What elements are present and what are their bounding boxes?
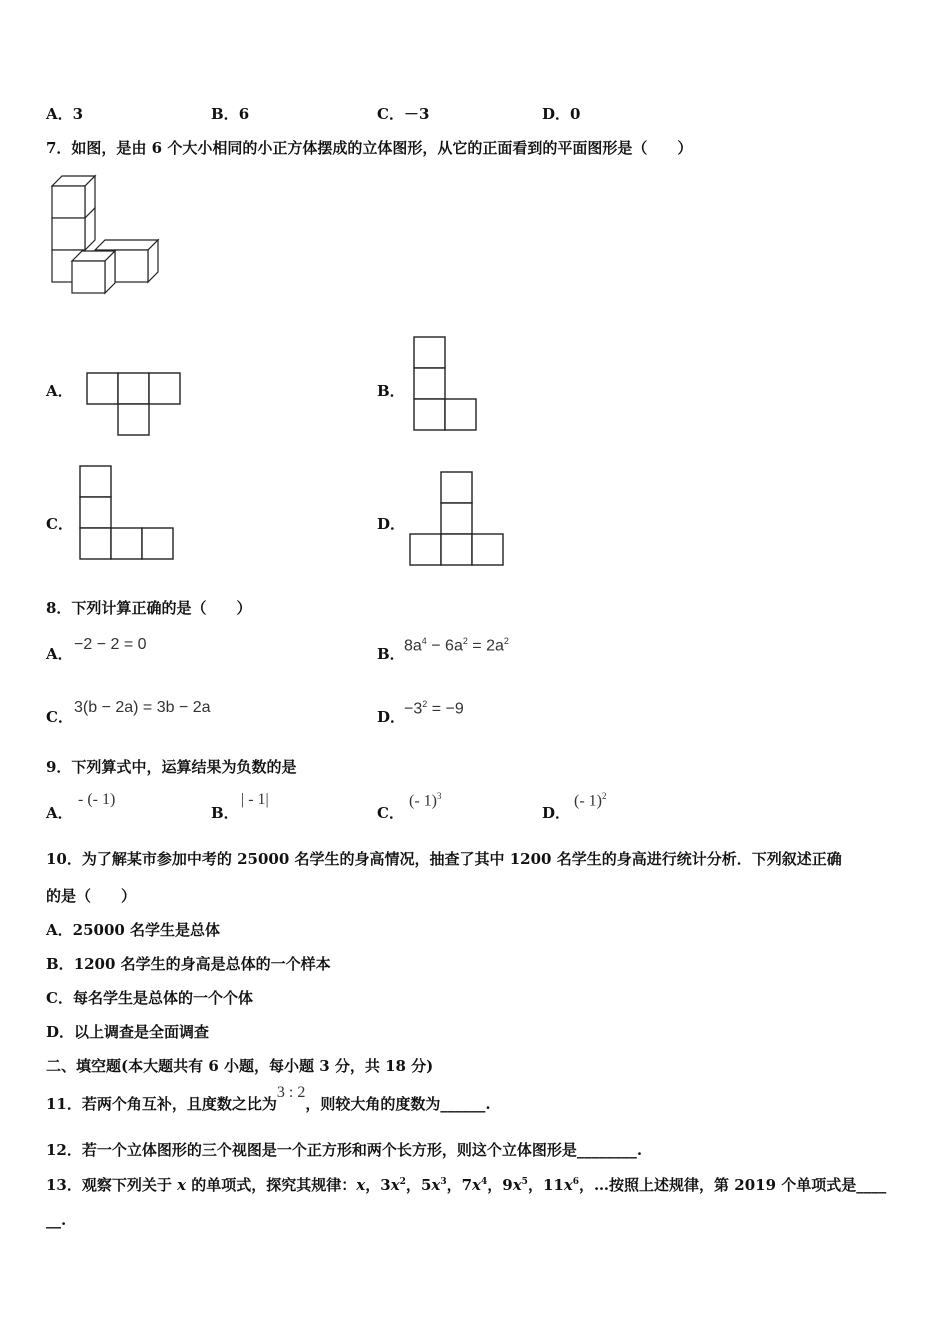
q9-option-d[interactable]: D．	[542, 804, 571, 822]
q8-option-b-expr: $8a^4 - 6a^2 = 2a^2$	[404, 636, 509, 655]
monomial-term: $3x^2$	[380, 1176, 406, 1194]
q10-option-b[interactable]	[46, 953, 331, 974]
q8-option-b[interactable]: B．	[377, 645, 405, 663]
option-value: 6	[238, 105, 250, 123]
q11-text: 11．若两个角互补，且度数之比为3 : 2，则较大角的度数为______.	[46, 1084, 491, 1113]
option-value: 3	[72, 105, 84, 123]
monomial-sequence: x，$3x^2$，$5x^3$，$7x^4$，$9x^5$，$11x^6$	[356, 1176, 580, 1194]
q10-stem-line2: 的是（ ）	[46, 887, 137, 905]
q7-option-c[interactable]: C．	[46, 515, 73, 533]
q10-option-d[interactable]	[46, 1021, 209, 1042]
option-value: 0	[570, 105, 581, 123]
option-label: B．	[46, 955, 74, 973]
q8-stem: 8．下列计算正确的是（ ）	[46, 599, 252, 617]
q10-option-a[interactable]	[46, 919, 220, 940]
q6-option-c[interactable]	[377, 103, 429, 124]
monomial-term: $5x^3$	[420, 1176, 447, 1194]
option-text: 1200 名学生的身高是总体的一个样本	[73, 955, 331, 973]
q13-text: 13．观察下列关于 x 的单项式，探究其规律：x，$3x^2$，$5x^3$，$7x^4$，$9x^5$，$11x^6$，…按照上述规律，第 2019 个单项式是____	[46, 1176, 887, 1194]
option-label: D．	[46, 1023, 75, 1041]
q7-option-d[interactable]: D．	[377, 515, 406, 533]
monomial-term: $9x^5$	[502, 1176, 528, 1194]
ratio-value: 3 : 2	[276, 1084, 306, 1101]
q8-option-a-expr: −2 − 2 = 0	[74, 636, 147, 653]
q9-option-c[interactable]: C．	[377, 804, 404, 822]
option-label: B．	[211, 105, 239, 123]
option-label: C．	[377, 105, 404, 123]
monomial-term: x	[356, 1176, 366, 1194]
q8-option-c[interactable]: C．	[46, 708, 73, 726]
option-text: 每名学生是总体的一个个体	[72, 989, 253, 1007]
q13-line2: __.	[46, 1211, 67, 1229]
option-value: －3	[403, 105, 430, 123]
q9-option-b-expr: | - 1|	[241, 791, 269, 808]
section-heading: 二、填空题(本大题共有 6 小题，每小题 3 分，共 18 分)	[46, 1057, 434, 1075]
q10-stem-line1: 10．为了解某市参加中考的 25000 名学生的身高情况，抽查了其中 1200 名学生的身高进行统计分析．下列叙述正确	[46, 850, 842, 868]
q9-stem: 9．下列算式中，运算结果为负数的是	[46, 758, 297, 776]
q6-option-b[interactable]	[211, 103, 249, 124]
q7-option-b[interactable]: B．	[377, 382, 405, 400]
q8-option-c-expr: 3(b − 2a) = 3b − 2a	[74, 699, 211, 716]
q9-option-a[interactable]: A．	[46, 804, 73, 822]
q8-option-d-expr: $-3^2 = -9$	[404, 699, 464, 718]
q12-text: 12．若一个立体图形的三个视图是一个正方形和两个长方形，则这个立体图形是________.	[46, 1141, 643, 1159]
option-text: 以上调查是全面调查	[74, 1023, 210, 1041]
option-label: D．	[542, 105, 571, 123]
option-text: 25000 名学生是总体	[72, 921, 221, 939]
q7-option-d-figure	[409, 471, 507, 569]
q7-option-a[interactable]: A．	[46, 382, 73, 400]
q7-stem: 7．如图，是由 6 个大小相同的小正方体摆成的立体图形，从它的正面看到的平面图形是（ ）	[46, 139, 693, 157]
q9-option-d-expr: (- 1)$^2$	[574, 791, 607, 810]
option-label: C．	[46, 989, 73, 1007]
option-label: A．	[46, 921, 73, 939]
q10-option-c[interactable]	[46, 987, 253, 1008]
q6-option-a[interactable]	[46, 103, 83, 124]
q9-option-c-expr: (- 1)$^3$	[409, 791, 442, 810]
monomial-term: $11x^6$	[542, 1176, 580, 1194]
q8-option-d[interactable]: D．	[377, 708, 406, 726]
q6-option-d[interactable]	[542, 103, 580, 124]
q7-option-a-figure	[86, 372, 182, 436]
monomial-term: $7x^4$	[461, 1176, 488, 1194]
q9-option-b[interactable]: B．	[211, 804, 239, 822]
cube-stack-figure-icon	[48, 172, 162, 297]
q9-option-a-expr: - (- 1)	[78, 791, 116, 808]
q7-option-b-figure	[413, 336, 479, 432]
option-label: A．	[46, 105, 73, 123]
q8-option-a[interactable]: A．	[46, 645, 73, 663]
q7-option-c-figure	[79, 465, 177, 563]
